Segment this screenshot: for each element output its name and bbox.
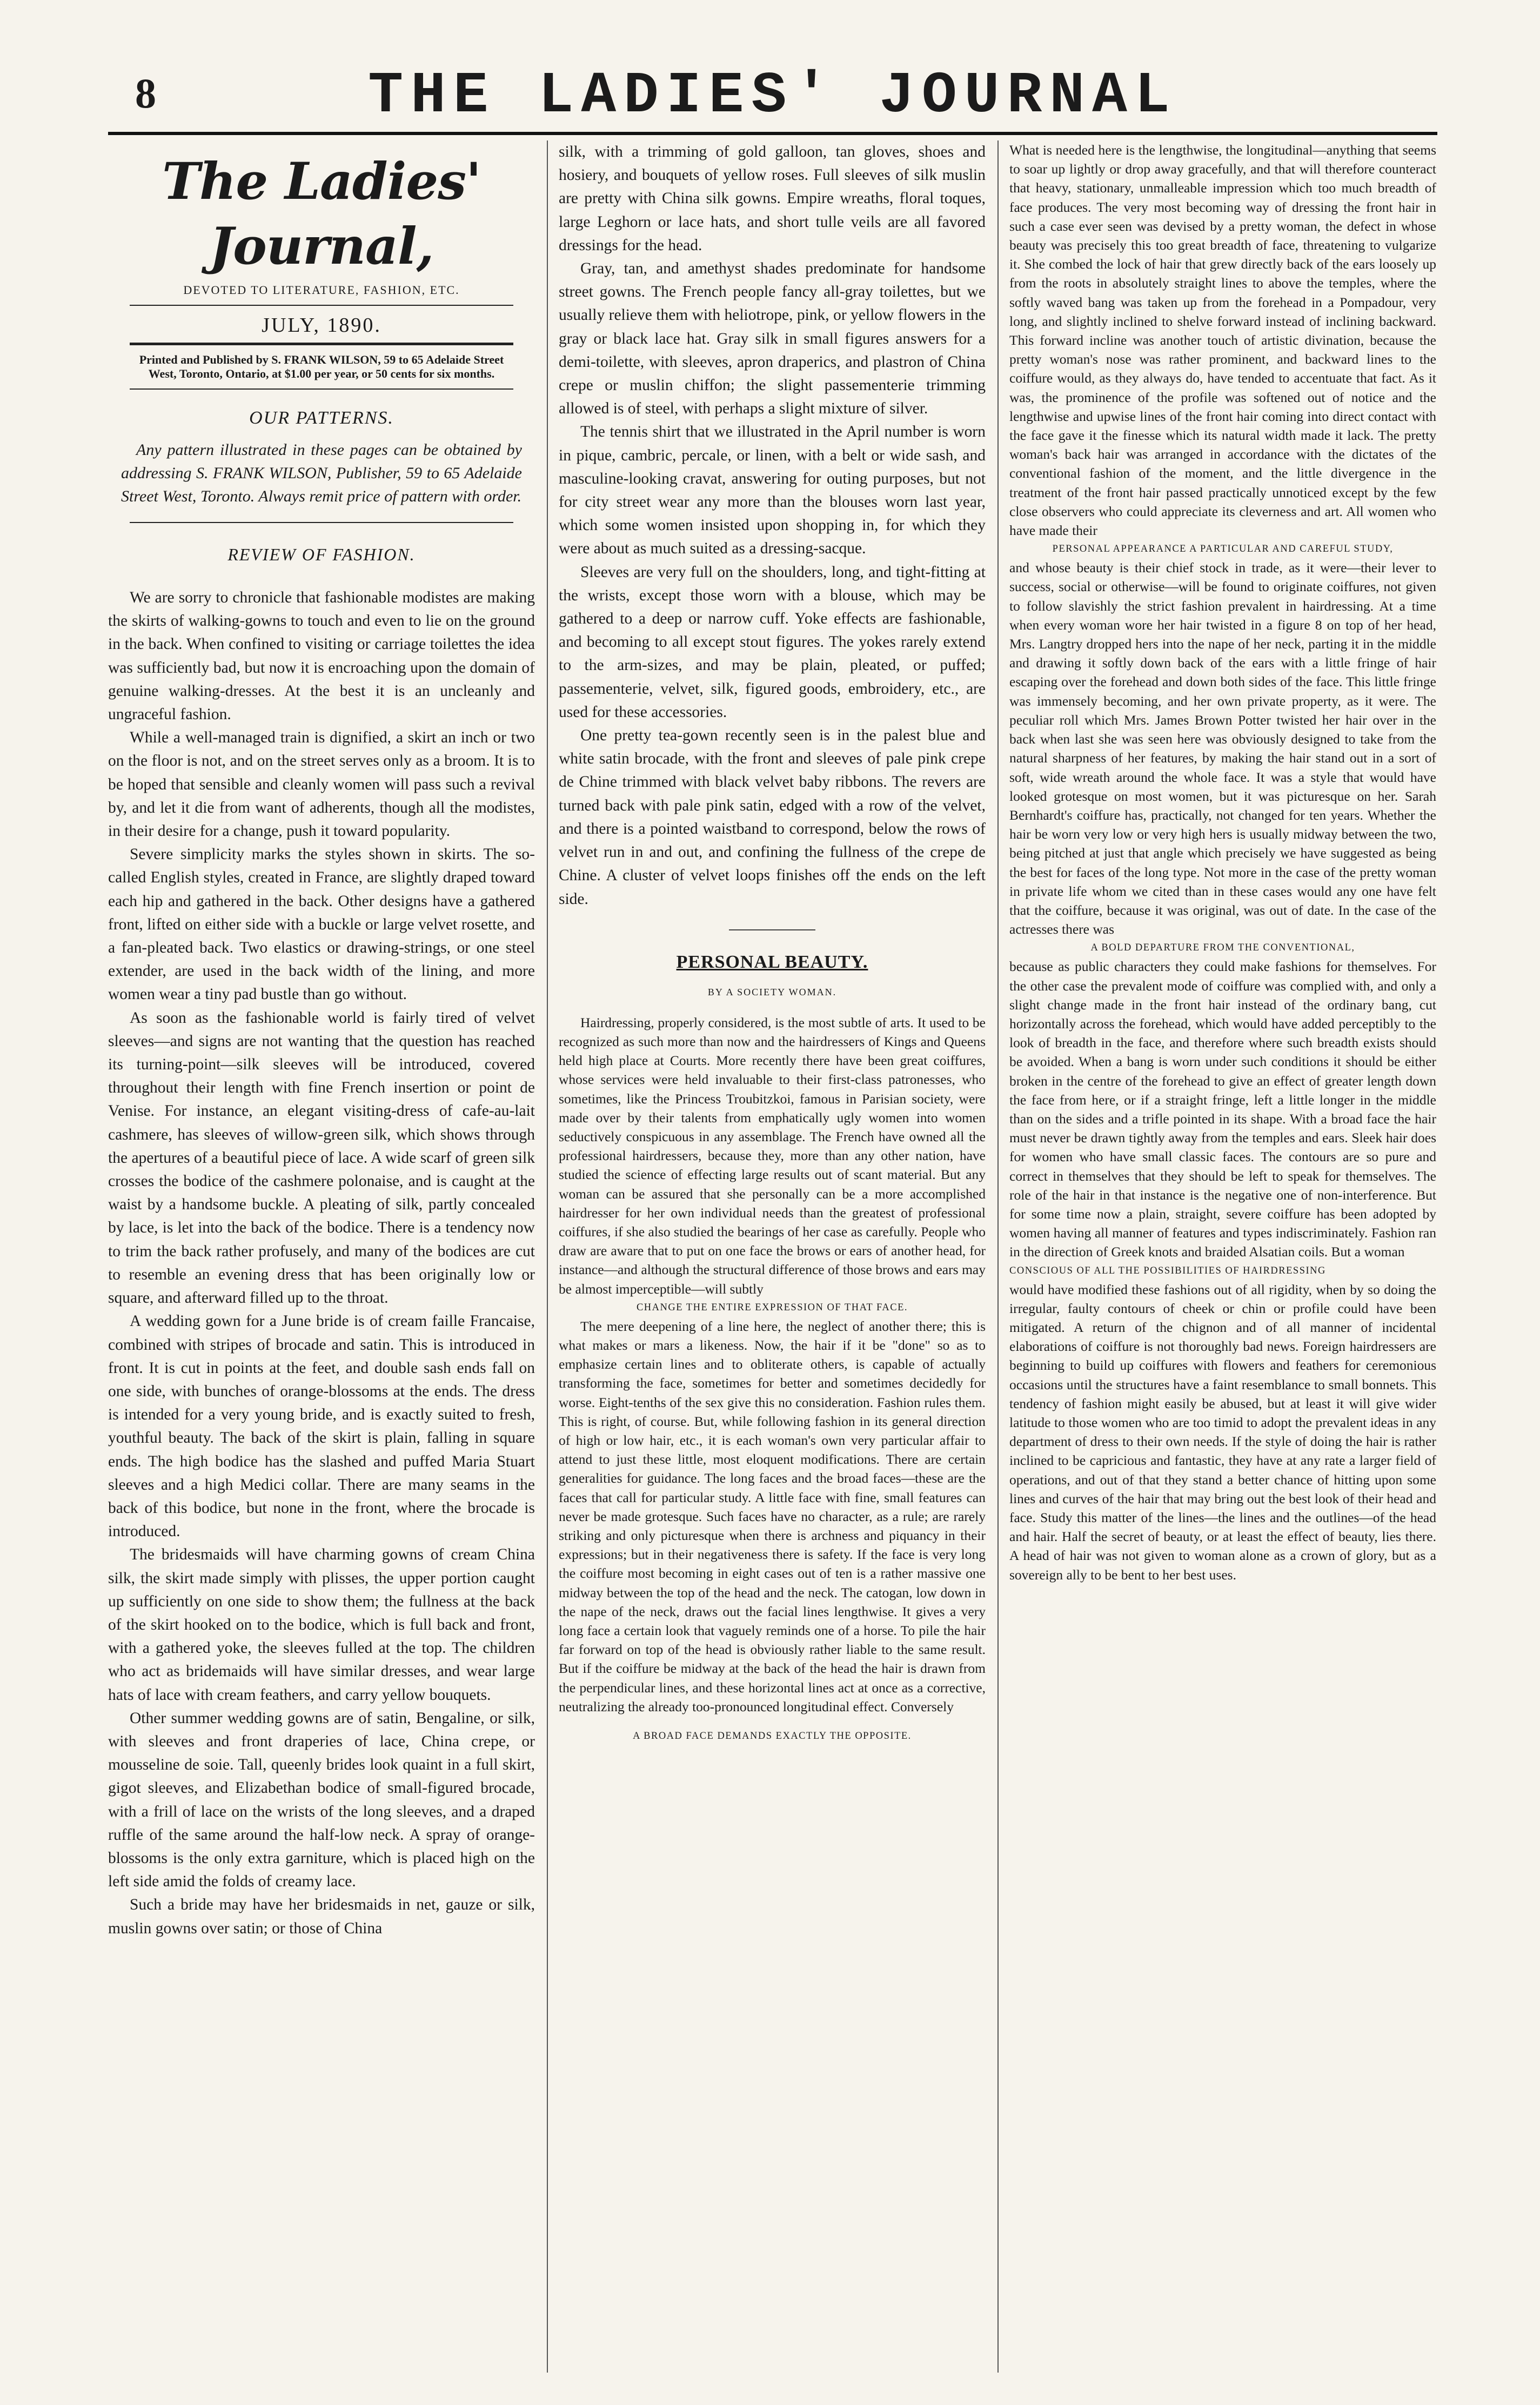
review-heading: REVIEW OF FASHION. <box>227 545 416 564</box>
header-rule <box>108 132 1437 135</box>
divider <box>130 343 513 345</box>
subheading: A BOLD DEPARTURE FROM THE CONVENTIONAL, <box>1090 942 1355 954</box>
article-paragraph: We are sorry to chronicle that fashionable modistes are making the skirts of walking-gowns to touch and even to lie on the ground in the back. When confined to visiting or carriage toilettes the idea was sufficiently bad, but now it is encroaching upon the domain of genuine walking-dresses. At the best it is an uncleanly and ungraceful fashion. <box>108 589 535 723</box>
divider <box>130 388 513 390</box>
divider <box>130 522 513 523</box>
running-masthead: THE LADIES' JOURNAL <box>368 63 1177 129</box>
column-1 <box>108 140 535 2383</box>
column-rule-2 <box>997 140 999 2373</box>
page-header <box>108 64 1437 134</box>
article-paragraph: Severe simplicity marks the styles shown in skirts. The so-called English styles, created in France, are slightly draped toward each hip and gathered in the back. Other designs have a gathered front, lifted on either side with a buckle or large velvet rosette, and a fan-pleated back. Two elastics or drawing-strings, or one steel extender, are used in the back width of the lining, and more women wear a tiny pad bustle than go without. <box>108 846 535 1003</box>
column-2 <box>559 140 986 2383</box>
article-paragraph: The bridesmaids will have charming gowns of cream China silk, the skirt made simply with plisses, the upper portion caught up sufficiently on one side to show them; the fullness at the back of the skirt hooked on to the bodice, which is full back and front, with a gathered yoke, the sleeves fulled at the top. The children who act as bridemaids will have similar dresses, and wear large hats of lace with cream feathers, and carry yellow bouquets. <box>108 1546 535 1704</box>
subheading: CHANGE THE ENTIRE EXPRESSION OF THAT FACE. <box>636 1302 908 1313</box>
article-paragraph: Other summer wedding gowns are of satin, Bengaline, or silk, with sleeves and front draperies of lace, China crepe, or mousseline de soie. Tall, queenly brides look quaint in a full skirt, gigot sleeves, and Elizabethan bodice of small-figured brocade, with a frill of lace on the wrists of the long sleeves, and a draped ruffle of the same around the half-low neck. A spray of orange-blossoms is the only extra garniture, which is placed high on the left side amid the folds of creamy lace. <box>108 1709 535 1891</box>
subheading: CONSCIOUS OF ALL THE POSSIBILITIES OF HAIRDRESSING <box>1009 1265 1326 1276</box>
patterns-notice: Any pattern illustrated in these pages can be obtained by addressing S. FRANK WILSON, Publisher, 59 to 65 Adelaide Street West, Toronto. Always remit price of pattern with order. <box>121 441 522 505</box>
subheading: PERSONAL APPEARANCE A PARTICULAR AND CAREFUL STUDY, <box>1052 544 1394 555</box>
patterns-heading: OUR PATTERNS. <box>249 408 394 428</box>
issue-date: JULY, 1890. <box>262 314 381 337</box>
article-paragraph: As soon as the fashionable world is fairly tired of velvet sleeves—and signs are not wanting that the question has reached its turning-point—silk sleeves will be introduced, covered throughout their length with fine French insertion or point de Venise. For instance, an elegant visiting-dress of cafe-au-lait cashmere, has sleeves of willow-green silk, which shows through the apertures of a beautiful piece of lace. A wide scarf of green silk crosses the bodice of the cashmere polonaise, and is caught at the waist by a handsome buckle. A pleating of silk, partly concealed by lace, is let into the back of the bodice. There is a tendency now to trim the back rather profusely, and many of the bodices are cut to resemble an evening dress that has been originally low or square, and afterward filled up to the throat. <box>108 1009 535 1307</box>
article-paragraph: silk, with a trimming of gold galloon, tan gloves, shoes and hosiery, and bouquets of yellow roses. Full sleeves of silk muslin are pretty with China silk gowns. Empire wreaths, floral toques, large Leghorn or lace hats, and short tulle veils are all favored dressings for the head. <box>559 143 986 254</box>
column-3 <box>1009 140 1436 2383</box>
article-paragraph: would have modified these fashions out of all rigidity, when by so doing the irregular, faulty contours of cheek or chin or profile could have been mitigated. A return of the chignon and of all manner of incidental elaborations of coiffure is not thoroughly bad news. Foreign hairdressers are beginning to build up coiffures with flowers and feathers for ceremonious occasions until the structures have a faint resemblance to small bonnets. This tendency of fashion might easily be abused, but at least it will give wider latitude to those women who are too timid to adopt the prevalent ideas in any department of dress to their own needs. If the style of doing the hair is rather inclined to be capricious and fantastic, they have at any rate a larger field of operations, and out of that they stand a better chance of hitting upon some lines and curves of the hair that may bring out the best look of their head and face. Study this matter of the lines—the lines and the outlines—of the head and hair. Half the secret of beauty, or at least the effect of beauty, lies there. A head of hair was not given to woman alone as a crown of glory, but as a sovereign ally to be bent to her best uses. <box>1009 1281 1436 1583</box>
article-paragraph: because as public characters they could make fashions for themselves. For the other case the prevalent mode of coiffure was complied with, and only a slight change made in the front hair instead of the ordinary bang, cut horizontally across the forehead, which would have added perceptibly to the look of breadth in the face, and therefore where such breadth exists should be avoided. When a bang is worn under such conditions it should be either broken in the centre of the forehead to give an effect of greater length down the face from here, or if a straight fringe, left a little longer in the middle than on the sides and a trifle pointed in its shape. With a broad face the hair must never be drawn tightly away from the temples and ears. Sleek hair does for women who have small classic faces. The contours are so pure and correct in themselves that they should be left to speak for themselves. The role of the hair in that instance is the negative one of non-interference. But for some time now a plain, straight, severe coiffure has been adopted by women having all manner of features and types indiscriminately. Fashion ran in the direction of Greek knots and braided Alsatian coils. But a woman <box>1009 959 1436 1260</box>
article-paragraph: A wedding gown for a June bride is of cream faille Francaise, combined with stripes of brocade and satin. This is introduced in front. It is cut in points at the feet, and double sash ends fall on one side, with bunches of orange-blossoms at the ends. The dress is intended for a very young bride, and is exactly suited to fresh, youthful beauty. The back of the skirt is plain, falling in square ends. The high bodice has the slashed and puffed Maria Stuart sleeves and a high Medici collar. There are many seams in the back of this bodice, but none in the front, where the brocade is introduced. <box>108 1312 535 1540</box>
subheading: A BROAD FACE DEMANDS EXACTLY THE OPPOSITE. <box>633 1731 912 1742</box>
beauty-heading: PERSONAL BEAUTY. <box>676 952 868 972</box>
journal-tagline: DEVOTED TO LITERATURE, FASHION, ETC. <box>183 283 460 297</box>
column-rule-1 <box>547 140 548 2373</box>
article-paragraph: One pretty tea-gown recently seen is in the palest blue and white satin brocade, with the front and sleeves of pale pink crepe de Chine trimmed with black velvet baby ribbons. The revers are turned back with pale pink satin, edged with a row of the velvet, and there is a pointed waistband to correspond, below the rows of velvet run in and out, and confining the fullness of the crepe de Chine. A cluster of velvet loops finishes off the ends on the left side. <box>559 727 986 908</box>
article-paragraph: What is needed here is the lengthwise, the longitudinal—anything that seems to soar up lightly or drop away gracefully, and that will therefore counteract that heavy, stationary, unmalleable impression which too much breadth of face produces. The very most becoming way of dressing the front hair in such a case ever seen was devised by a pretty woman, the defect in whose beauty was precisely this too great breadth of face, threatening to vulgarize it. She combed the lock of hair that grew directly back of the ears loosely up from the roots in absolutely straight lines to above the temples, where the softly waved bang was taken up from the forehead in a Pompadour, very long, and slightly inclined to shelve forward instead of inclining backward. This forward incline was another touch of artistic divination, because the pretty woman's nose was rather prominent, and backward lines to the coiffure would, as they always do, have tended to accentuate that fact. As it was, the prominence of the profile was softened out of notice and the lengthwise and upwise lines of the front hair coming into direct contact with the face gave it the finesse which its natural width made it lack. The pretty woman's back hair was arranged in accordance with the dictates of the conventional fashion of the moment, and the little divergence in the treatment of the front hair passed practically unnoticed except by the few close observers who could appreciate its cleverness and art. All women who have made their <box>1009 142 1436 539</box>
article-paragraph: Gray, tan, and amethyst shades predominate for handsome street gowns. The French people fancy all-gray toilettes, but we usually relieve them with heliotrope, pink, or yellow flowers in the gray or black lace hat. Gray silk in small figures answers for a demi-toilette, with sleeves, apron draperics, and plastron of China crepe or muslin chiffon; the slight passementerie trimming allowed is of steel, with perhaps a slight mixture of silver. <box>559 260 986 418</box>
article-paragraph: Hairdressing, properly considered, is the most subtle of arts. It used to be recognized as such more than now and the hairdressers of Kings and Queens held high place at Courts. More recently there have been great coiffures, whose services were held invaluable to their first-class patronesses, who sometimes, like the Princess Troubitzkoi, famous in Parisian society, were made over by their talents from emphatically ugly women into women seductively conspicuous in any assemblage. The French have owned all the professional hairdressers, because they, more than any other nation, have studied the science of effecting large results out of scant material. But any woman can be assured that she personally can be a more accomplished hairdresser for her own individual needs than the greatest of professional coiffures, if she also studied the bearings of her case as carefully. People who draw are aware that to put on one face the brows or ears of another head, for instance—and although the structural difference of those brows and ears may be almost imperceptible—will subtly <box>559 1014 986 1297</box>
article-paragraph: While a well-managed train is dignified, a skirt an inch or two on the floor is not, and on the street serves only as a broom. It is to be hoped that sensible and cleanly women will pass such a revival by, and let it die from want of adherents, though all the modistes, in their desire for a change, push it toward popularity. <box>108 729 535 840</box>
article-paragraph: and whose beauty is their chief stock in trade, as it were—their lever to success, social or otherwise—will be found to originate coiffures, not given to follow slavishly the strict fashion prevalent in hairdressing. At a time when every woman wore her hair twisted in a figure 8 on top of her head, Mrs. Langtry dropped hers into the nape of her neck, parting it in the middle and drawing it softly down back of the ears with a little fringe of hair escaping over the forehead and down both sides of the face. This little fringe was immensely becoming, and her own private property, as it were. The peculiar roll which Mrs. James Brown Potter twisted her hair over in the back when last she was seen here was obviously designed to take from the natural sharpness of her features, by making the hair stand out in a sort of soft, wide wreath around the whole face. It was a style that would have looked grotesque on most women, but it was picturesque on her. Sarah Bernhardt's coiffure has, practically, not changed for ten years. Whether the hair be worn very low or very high hers is usually midway between the two, being pitched at just that angle which precisely we have suggested as being the best for faces of the long type. Not more in the case of the pretty woman in private life whom we cited than in these cases would any one have felt that the coiffure, because it was original, was out of date. In the case of the actresses there was <box>1009 560 1436 937</box>
article-paragraph: Sleeves are very full on the shoulders, long, and tight-fitting at the wrists, except those worn with a blouse, which may be gathered to a deep or narrow cuff. Yoke effects are fashionable, and becoming to all except stout figures. The yokes rarely extend to the arm-sizes, and may be plain, pleated, or puffed; passementerie, velvet, silk, figured goods, embroidery, etc., are used for these accessories. <box>559 563 986 721</box>
divider <box>130 305 513 306</box>
article-paragraph: The mere deepening of a line here, the neglect of another there; this is what makes or mars a likeness. Now, the hair if it be "done" so as to emphasize certain lines and to obliterate others, is capable of actually transforming the face, sometimes for better and sometimes decidedly for worse. Eight-tenths of the sex give this no consideration. Fashion rules them. This is right, of course. But, while following fashion in its general direction of high or low hair, etc., it is each woman's own very particular affair to attend to just these little, most eloquent modifications. There are certain generalities for guidance. The long faces and the broad faces—these are the faces that call for particular study. A little face with fine, small features can never be made grotesque. Such faces have no character, as a rule; are rarely striking and only picturesque when there is archness and piquancy in their expressions; but in their negativeness there is safety. If the face is very long the coiffure most becoming in eight cases out of ten is a rather massive one midway between the top of the head and the neck. The catogan, low down in the nape of the neck, draws out the facial lines lengthwise. It gives a very long face a certain look that vaguely reminds one of a horse. To pile the hair far forward on top of the head is obviously rather liable to the same result. But if the coiffure be midway at the back of the head the hair is drawn from the perpendicular lines, and these horizontal lines act at once as a corrective, neutralizing the already too-pronounced longitudinal effect. Conversely <box>559 1318 986 1714</box>
beauty-byline: BY A SOCIETY WOMAN. <box>707 986 837 997</box>
page-number: 8 <box>135 70 156 117</box>
divider <box>729 929 815 930</box>
article-paragraph: The tennis shirt that we illustrated in the April number is worn in pique, cambric, percale, or linen, with a belt or wide sash, and masculine-looking cravat, answering for outing purposes, but not for city street wear any more than the blouses worn last year, which some women insisted upon shopping in, for which they were about as much suited as a dressing-sacque. <box>559 423 986 558</box>
imprint: Printed and Published by S. FRANK WILSON, 59 to 65 Adelaide Street West, Toronto, Ontario, at $1.00 per year, or 50 cents for six months. <box>139 353 504 380</box>
journal-title: The Ladies' Journal, <box>162 152 481 276</box>
article-paragraph: Such a bride may have her bridesmaids in net, gauze or silk, muslin gowns over satin; or those of China <box>108 1896 535 1937</box>
